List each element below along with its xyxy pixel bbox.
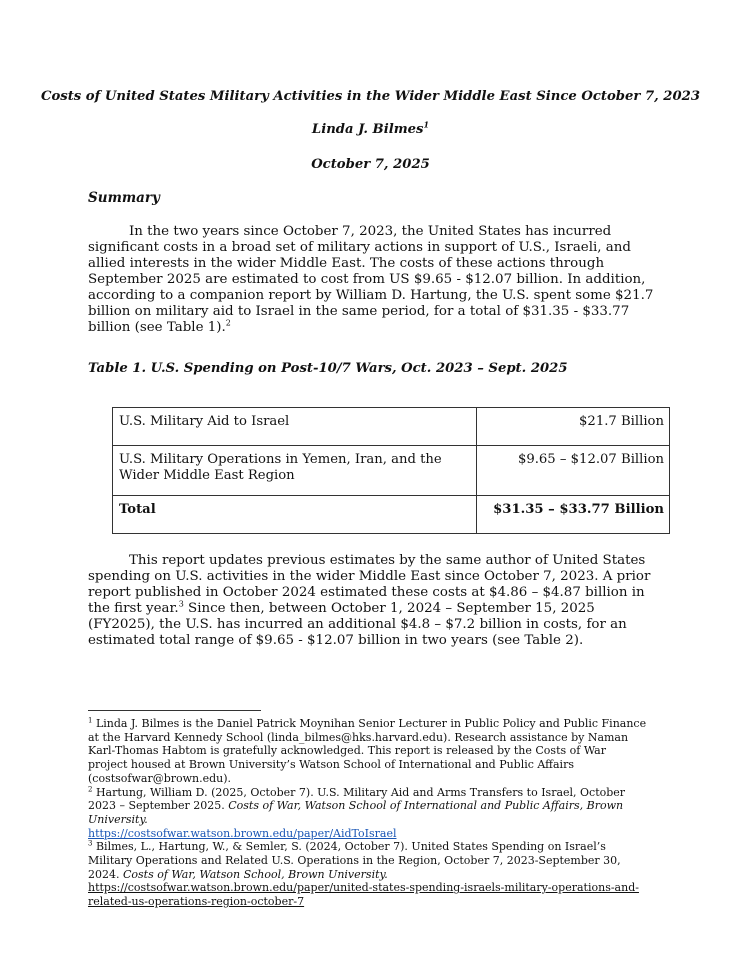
table-cell-label: U.S. Military Operations in Yemen, Iran, and the Wider Middle East Region [113,446,477,496]
footnote-1: $^1$ Linda J. Bilmes is the Daniel Patrick Moynihan Senior Lecturer in Public Policy and Public Finance at the Harvard Kennedy School (linda_bilmes@hks.harvard.edu). Research assistance by Naman Karl-Thomas Habtom is gratefully acknowledged. This report is released by the Costs of War project housed at Brown University’s Watson School of International and Public Affairs (costsofwar@brown.edu). [88,716,647,785]
footnote-2: $^2$ Hartung, William D. (2025, October 7). U.S. Military Aid and Arms Transfers to Israel, October 2023 – September 2025. Costs of War, Watson School of International and Public Affairs, Brown University. https://costsofwar.watson.brown.edu/paper/AidToIsrael [88,784,626,840]
update-text-a: This report updates previous estimates by the same author of United States spending on U.S. activities in the wider Middle East since October 7, 2023. A prior report published in October 2024 estimated these costs at $4.86 – $4.87 billion in the first year. [88,553,651,616]
update-paragraph [88,553,654,649]
summary-paragraph [88,224,654,336]
footnotes [88,717,648,909]
table-row-total [113,496,670,534]
table-cell-label: U.S. Military Aid to Israel [113,408,477,446]
table-cell-value: $31.35 – $33.77 Billion [477,496,670,534]
author-name: Linda J. Bilmes [311,122,424,137]
footnote-ref-2[interactable]: 2 [225,318,231,328]
table-row [113,446,670,496]
table-row [113,408,670,446]
footnote-ref-3[interactable]: 3 [178,599,184,609]
document-date: October 7, 2025 [311,157,430,172]
table-cell-label: Total [113,496,477,534]
table-cell-value: $21.7 Billion [477,408,670,446]
document-title: Costs of United States Military Activities in the Wider Middle East Since October 7, 2023 [40,89,701,104]
author-line [0,119,741,137]
footnote-ref-1[interactable]: 1 [423,119,430,130]
table-cell-value: $9.65 – $12.07 Billion [477,446,670,496]
footnote-2-link[interactable]: https://costsofwar.watson.brown.edu/paper/AidToIsrael [88,826,397,840]
footnote-3: $^3$ Bilmes, L., Hartung, W., & Semler, S. (2024, October 7). United States Spending on Israel’s Military Operations and Related U.S. Operations in the Region, October 7, 2023-September 30, 2024. Costs of War, Watson School, Brown University. https://costsofwar.watson.brown.edu/paper/united-states-spending-israels-military-operations-and-related-us-operations-region-october-7 [88,839,639,909]
table-1 [112,407,670,534]
update-text-b: Since then, between October 1, 2024 – September 15, 2025 (FY2025), the U.S. has incurred an additional $4.8 – $7.2 billion in costs, for an estimated total range of $9.65 - $12.07 billion in two years (see Table 2). [88,601,627,648]
table-1-title: Table 1. U.S. Spending on Post-10/7 Wars, Oct. 2023 – Sept. 2025 [88,361,568,376]
summary-text: In the two years since October 7, 2023, the United States has incurred significant costs in a broad set of military actions in support of U.S., Israeli, and allied interests in the wider Middle East. The costs of these actions through September 2025 are estimated to cost from US $9.65 - $12.07 billion. In addition, according to a companion report by William D. Hartung, the U.S. spent some $21.7 billion on military aid to Israel in the same period, for a total of $31.35 - $33.77 billion (see Table 1). [88,224,654,335]
footnote-divider [88,710,261,711]
footnote-3-link[interactable]: https://costsofwar.watson.brown.edu/paper/united-states-spending-israels-military-operations-and-related-us-operations-region-october-7 [88,881,639,909]
summary-heading: Summary [88,190,160,206]
